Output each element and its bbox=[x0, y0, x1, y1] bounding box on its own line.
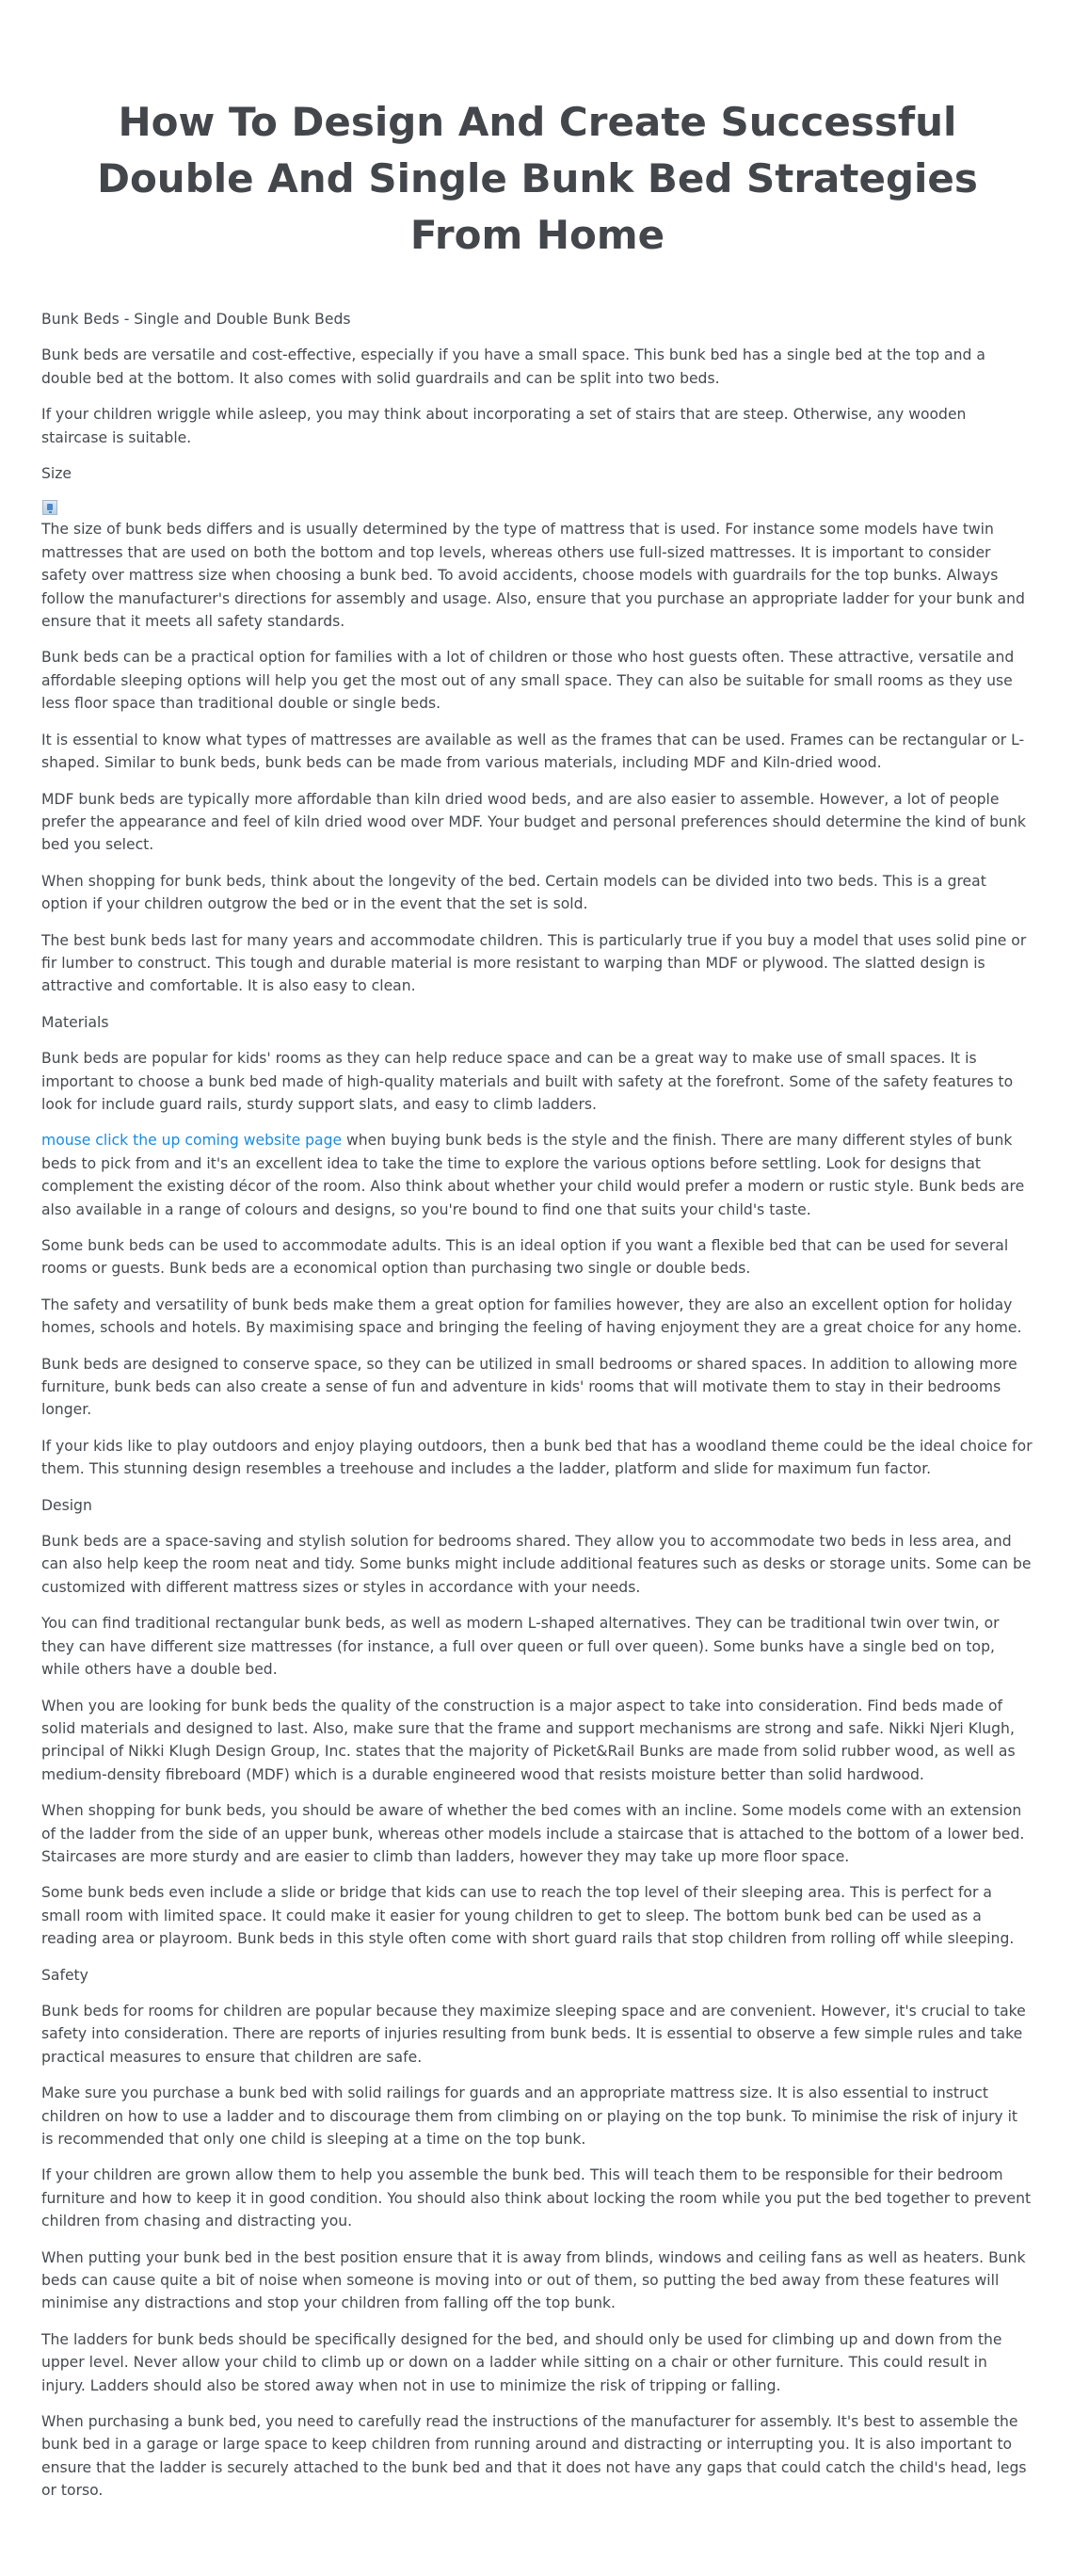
paragraph: Some bunk beds can be used to accommodate adults. This is an ideal option if you want a flexible bed that can be used for several rooms or guests. Bunk beds are a economical option than purchasing two single or double beds. bbox=[41, 1237, 1009, 1278]
inline-link[interactable]: mouse click the up coming website page bbox=[41, 1132, 343, 1150]
section-heading-safety: Safety bbox=[41, 1966, 88, 1984]
section-heading-design: Design bbox=[41, 1496, 92, 1514]
paragraph: When you are looking for bunk beds the quality of the construction is a major aspect to take into consideration. Find beds made of solid materials and designed to last. Also, make sure that the frame and support mechanisms are strong and safe. Nikki Njeri Klugh, principal of Nikki Klugh Design Group, Inc. states that the majority of Picket&Rail Bunks are made from solid rubber wood, as well as medium-density fibreboard (MDF) which is a durable engineered wood that resists moisture better than solid hardwood. bbox=[41, 1697, 1016, 1783]
section-heading-materials: Materials bbox=[41, 1013, 109, 1031]
image-container bbox=[41, 498, 1033, 518]
paragraph: Bunk beds for rooms for children are popular because they maximize sleeping space and are convenient. However, it's crucial to take safety into consideration. There are reports of injuries resulting from bunk beds. It is essential to observe a few simple rules and take practical measures to ensure that children are safe. bbox=[41, 2002, 1026, 2066]
paragraph: When shopping for bunk beds, you should be aware of whether the bed comes with an incline. Some models come with an extension of the ladder from the side of an upper bunk, whereas other models include a staircase that is attached to the bottom of a lower bed. Staircases are more sturdy and are easier to climb than ladders, however they may take up more floor space. bbox=[41, 1802, 1025, 1865]
paragraph: The size of bunk beds differs and is usually determined by the type of mattress that is used. For instance some models have twin mattresses that are used on both the bottom and top levels, whereas others use full-sized mattresses. It is important to consider safety over mattress size when choosing a bunk bed. To avoid accidents, choose models with guardrails for the top bunks. Always follow the manufacturer's directions for assembly and usage. Also, ensure that you purchase an appropriate ladder for your bunk and ensure that it meets all safety standards. bbox=[41, 521, 1025, 631]
section-heading-size: Size bbox=[41, 465, 72, 483]
paragraph: Bunk beds are designed to conserve space, so they can be utilized in small bedrooms or shared spaces. In addition to allowing more furniture, bunk beds can also create a sense of fun and adventure in kids' rooms that will motivate them to stay in their bedrooms longer. bbox=[41, 1355, 1017, 1419]
paragraph: It is essential to know what types of mattresses are available as well as the frames that can be used. Frames can be rectangular or L-shaped. Similar to bunk beds, bunk beds can be made from various materials, including MDF and Kiln-dried wood. bbox=[41, 731, 1025, 772]
paragraph: You can find traditional rectangular bunk beds, as well as modern L-shaped alternatives. They can be traditional twin over twin, or they can have different size mattresses (for instance, a full over queen or full over queen). Some bunks have a single bed on top, while others have a double bed. bbox=[41, 1615, 1000, 1679]
article-body bbox=[41, 308, 1033, 2503]
paragraph: If your children wriggle while asleep, you may think about incorporating a set of stairs that are steep. Otherwise, any wooden staircase is suitable. bbox=[41, 406, 967, 446]
paragraph: MDF bunk beds are typically more affordable than kiln dried wood beds, and are also easier to assemble. However, a lot of people prefer the appearance and feel of kiln dried wood over MDF. Your budget and personal preferences should determine the kind of bunk bed you select. bbox=[41, 790, 1026, 854]
paragraph: When putting your bunk bed in the best position ensure that it is away from blinds, windows and ceiling fans as well as heaters. Bunk beds can cause quite a bit of noise when someone is moving into or out of them, so putting the bed away from these features will minimise any distractions and stop your children from falling off the top bunk. bbox=[41, 2248, 1026, 2312]
paragraph: When shopping for bunk beds, think about the longevity of the bed. Certain models can be divided into two beds. This is a great option if your children outgrow the bed or in the event that the set is sold. bbox=[41, 872, 986, 913]
article bbox=[41, 0, 1033, 2516]
paragraph: Bunk beds are a space-saving and stylish solution for bedrooms shared. They allow you to accommodate two beds in less area, and can also help keep the room neat and tidy. Some bunks might include additional features such as desks or storage units. Some can be customized with different mattress sizes or styles in accordance with your needs. bbox=[41, 1533, 1032, 1596]
paragraph: Make sure you purchase a bunk bed with solid railings for guards and an appropriate mattress size. It is also essential to instruct children on how to use a ladder and to discourage them from climbing on or playing on the top bunk. To minimise the risk of injury it is recommended that only one child is sleeping at a time on the top bunk. bbox=[41, 2085, 1018, 2148]
paragraph-text: when buying bunk beds is the style and the finish. There are many different styles of bunk beds to pick from and it's an excellent idea to take the time to explore the various options before settling. Look for designs that complement the existing décor of the room. Also think about whether your child would prefer a modern or rustic style. Bunk beds are also available in a range of colours and designs, so you're bound to find one that suits your child's taste. bbox=[41, 1132, 1025, 1218]
paragraph: Some bunk beds even include a slide or bridge that kids can use to reach the top level of their sleeping area. This is perfect for a small room with limited space. It could make it easier for young children to get to sleep. The bottom bunk bed can be used as a reading area or playroom. Bunk beds in this style often come with short guard rails that stop children from rolling off while sleeping. bbox=[41, 1884, 1015, 1948]
section-subtitle: Bunk Beds - Single and Double Bunk Beds bbox=[41, 311, 351, 328]
paragraph: When purchasing a bunk bed, you need to carefully read the instructions of the manufacturer for assembly. It's best to assemble the bunk bed in a garage or large space to keep children from running around and distracting or interrupting you. It is also important to ensure that the ladder is securely attached to the bunk bed and that it does not have any gaps that could catch the child's head, legs or torso. bbox=[41, 2413, 1027, 2500]
paragraph-with-link bbox=[41, 1129, 1033, 1221]
paragraph: If your children are grown allow them to help you assemble the bunk bed. This will teach them to be responsible for their bedroom furniture and how to keep it in good condition. You should also think about locking the room while you put the bed together to prevent children from chasing and distracting you. bbox=[41, 2166, 1032, 2230]
broken-image-icon bbox=[42, 500, 57, 515]
paragraph: The ladders for bunk beds should be specifically designed for the bed, and should only be used for climbing up and down from the upper level. Never allow your child to climb up or down on a ladder while sitting on a chair or other furniture. This could result in injury. Ladders should also be stored away when not in use to minimize the risk of tripping or falling. bbox=[41, 2330, 1002, 2394]
paragraph: Bunk beds can be a practical option for families with a lot of children or those who host guests often. These attractive, versatile and affordable sleeping options will help you get the most out of any small space. They can also be suitable for small rooms as they use less floor space than traditional double or single beds. bbox=[41, 649, 1015, 713]
paragraph: Bunk beds are versatile and cost-effective, especially if you have a small space. This bunk bed has a single bed at the top and a double bed at the bottom. It also comes with solid guardrails and can be split into two beds. bbox=[41, 346, 985, 387]
paragraph: Bunk beds are popular for kids' rooms as they can help reduce space and can be a great way to make use of small spaces. It is important to choose a bunk bed made of high-quality materials and built with safety at the forefront. Some of the safety features to look for include guard rails, sturdy support slats, and easy to climb ladders. bbox=[41, 1050, 1014, 1113]
paragraph: If your kids like to play outdoors and enjoy playing outdoors, then a bunk bed that has a woodland theme could be the ideal choice for them. This stunning design resembles a treehouse and includes a the ladder, platform and slide for maximum fun factor. bbox=[41, 1437, 1033, 1478]
page-title: How To Design And Create Successful Double And Single Bunk Bed Strategies From Home bbox=[97, 99, 978, 258]
paragraph: The safety and versatility of bunk beds make them a great option for families however, they are also an excellent option for holiday homes, schools and hotels. By maximising space and bringing the feeling of having enjoyment they are a great choice for any home. bbox=[41, 1296, 1022, 1337]
paragraph: The best bunk beds last for many years and accommodate children. This is particularly true if you buy a model that uses solid pine or fir lumber to construct. This tough and durable material is more resistant to warping than MDF or plywood. The slatted design is attractive and comfortable. It is also easy to clean. bbox=[41, 931, 1027, 995]
